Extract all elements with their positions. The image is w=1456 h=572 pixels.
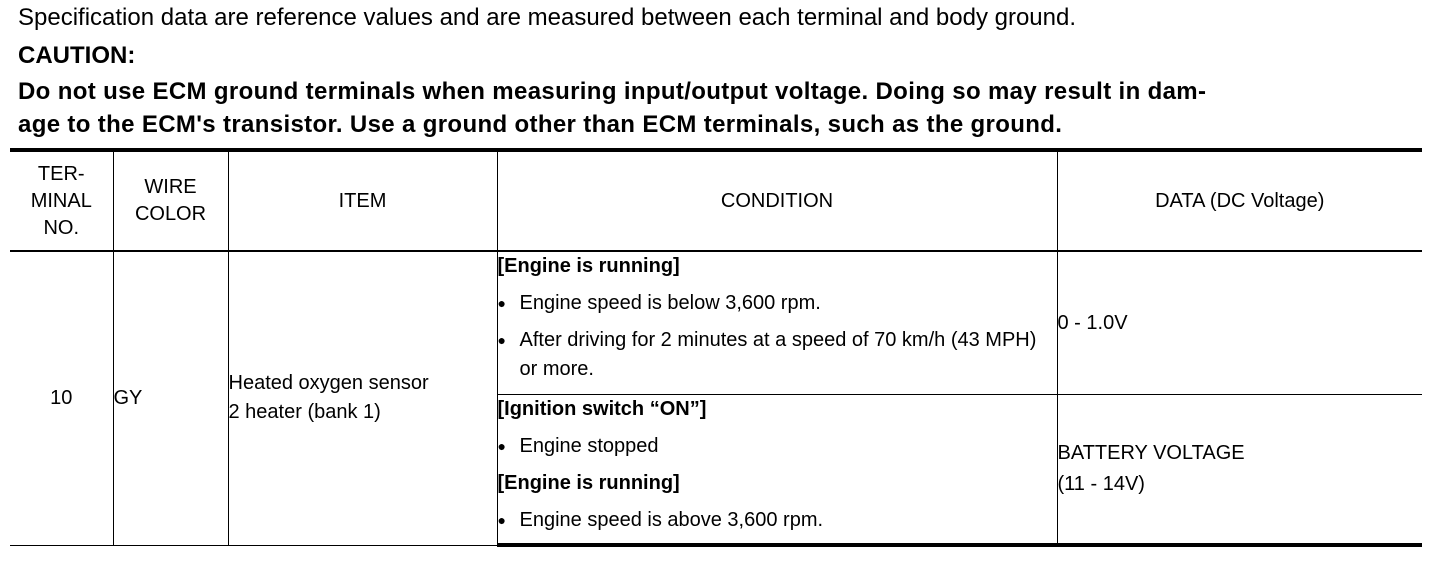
caution-line-1: Do not use ECM ground terminals when measuring input/output voltage. Doing so may result in dam- xyxy=(18,78,1207,105)
header-wire-line-2: COLOR xyxy=(134,203,207,225)
header-terminal-no xyxy=(10,150,113,251)
data-value-1 xyxy=(1057,251,1422,395)
header-terminal-line-2: MINAL xyxy=(30,189,92,212)
data-line: 0 - 1.0V xyxy=(1057,311,1128,334)
condition-bullet xyxy=(498,432,1057,461)
condition-cell-2 xyxy=(497,395,1057,546)
condition-heading: [Ignition switch “ON”] xyxy=(497,398,707,420)
bullet-text: Engine stopped xyxy=(519,435,659,457)
condition-bullet xyxy=(498,289,1057,318)
header-terminal-line-1: TER- xyxy=(37,162,85,185)
intro-text: Specification data are reference values and are measured between each terminal and body ground. xyxy=(18,4,1077,31)
caution-text xyxy=(18,75,1206,141)
bullet-text: Engine speed is above 3,600 rpm. xyxy=(519,509,824,531)
data-line: BATTERY VOLTAGE xyxy=(1057,442,1245,464)
item-line-1: Heated oxygen sensor xyxy=(228,372,429,395)
header-wire-color xyxy=(113,150,228,251)
header-data: DATA (DC Voltage) xyxy=(1057,150,1422,251)
terminal-spec-table xyxy=(10,148,1422,547)
data-line: (11 - 14V) xyxy=(1057,473,1145,495)
table-row xyxy=(10,251,1422,395)
terminal-number: 10 xyxy=(10,251,113,545)
item-description xyxy=(228,251,497,545)
header-wire-line-1: WIRE xyxy=(144,176,197,198)
condition-heading: [Engine is running] xyxy=(497,255,680,277)
condition-heading: [Engine is running] xyxy=(497,472,680,494)
table-header-row xyxy=(10,150,1422,251)
bullet-icon: ● xyxy=(497,295,506,311)
bullet-icon: ● xyxy=(497,512,506,528)
bullet-text: After driving for 2 minutes at a speed of 70 km/h (43 MPH) or more. xyxy=(519,329,1037,380)
data-value-2 xyxy=(1057,395,1422,546)
caution-line-2: age to the ECM's transistor. Use a ground other than ECM terminals, such as the ground. xyxy=(18,111,1063,138)
header-condition: CONDITION xyxy=(497,150,1057,251)
bullet-icon: ● xyxy=(497,332,506,348)
header-terminal-line-3: NO. xyxy=(43,216,80,239)
condition-bullet xyxy=(498,326,1057,384)
wire-color: GY xyxy=(113,251,228,545)
condition-bullet xyxy=(498,506,1057,535)
item-line-2: 2 heater (bank 1) xyxy=(228,401,381,424)
header-item: ITEM xyxy=(228,150,497,251)
caution-heading: CAUTION: xyxy=(18,42,136,69)
condition-cell-1 xyxy=(497,251,1057,395)
bullet-text: Engine speed is below 3,600 rpm. xyxy=(519,292,821,314)
bullet-icon: ● xyxy=(497,438,506,454)
